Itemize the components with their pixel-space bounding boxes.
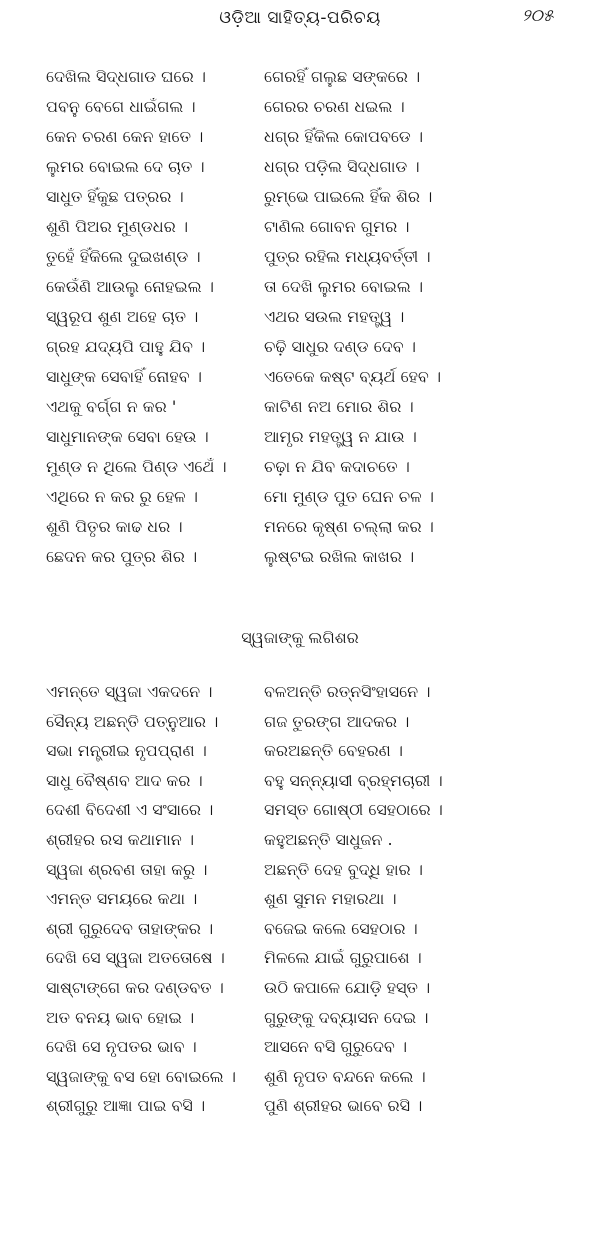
verse-second-half: ସମସ୍ତ ଗୋଷ୍ଠୀ ସେହଠାରେ ।	[264, 800, 443, 820]
verse-line	[46, 392, 576, 422]
verse-first-half: ତୁହେଁ ହିଁକିଲେ ଦୁଇଖଣ୍ଡ ।	[46, 247, 201, 266]
verse-first-half: ସାଧୁମାନଙ୍କ ସେବା ହେଉ ।	[46, 427, 209, 446]
verse-first-half: ସାଷ୍ଟାଙ୍ଗେ କର ଦଣ୍ଡବତ ।	[46, 977, 224, 997]
verse-line	[46, 482, 576, 512]
verse-line	[46, 1032, 576, 1062]
verse-first-half: ଶ୍ରୀଗୁରୁ ଆଜ୍ଞା ପାଇ ବସି ।	[46, 1096, 206, 1116]
verse-second-half: ଅଛନ୍ତି ଦେହ ବୁଦ୍ଧି ହାର ।	[264, 859, 423, 879]
verse-first-half: ସଭା ମନ୍ତ୍ରୀଇ ନୃପପ୍ରାଣ ।	[46, 741, 207, 761]
verse-first-half: ଏଥକୁ ବର୍ଗ୍ଗ ନ କର '	[46, 397, 177, 416]
verse-line	[46, 855, 576, 885]
verse-line	[46, 272, 576, 302]
verse-block-2	[46, 677, 576, 1121]
verse-first-half: ସାଧୁତ ହିଁକୁଛ ପତ୍ରର ।	[46, 187, 184, 206]
verse-first-half: ଏଥିରେ ନ କର ରୁ ହେଳ ।	[46, 487, 198, 506]
verse-first-half: ଛେଦନ କର ପୁତ୍ର ଶିର ।	[46, 547, 198, 566]
page-header-title: ଓଡ଼ିଆ ସାହିତ୍ୟ-ପରିଚୟ	[219, 8, 381, 28]
verse-second-half: ଗୁରୁଙ୍କୁ ଦବ୍ୟାସନ ଦେଇ ।	[264, 1007, 429, 1027]
verse-second-half: ରୁମ୍ଭେ ପାଇଲେ ହିଁକ ଶିର ।	[264, 187, 433, 206]
verse-first-half: ଗ୍ରହ ଯଦ୍ୟପି ପାହୁ ଯିବ ।	[46, 337, 206, 356]
verse-line	[46, 422, 576, 452]
verse-second-half: କହୁଅଛନ୍ତି ସାଧୁଜନ .	[264, 829, 393, 849]
verse-first-half: ଲୁମର ବୋଇଲ ଦେ ଚାତ ।	[46, 157, 205, 176]
verse-first-half: ଶୁଣି ପିଅର ମୁଣ୍ଡଧର ।	[46, 217, 189, 236]
verse-second-half: ମନରେ କୃଷ୍ଣ ଚଲ୍ଲା କର ।	[264, 517, 434, 536]
verse-line	[46, 766, 576, 796]
verse-second-half: ଚଢ଼ି ସାଧୁର ଦଣ୍ଡ ଦେବ ।	[264, 337, 416, 356]
verse-second-half: କରଅଛନ୍ତି ବେହରଣ ।	[264, 741, 404, 761]
verse-second-half: ଆସନେ ବସି ଗୁରୁଦେବ ।	[264, 1037, 408, 1057]
verse-second-half: ବଜେଇ କଲେ ସେହଠାର ।	[264, 918, 418, 938]
verse-second-half: ବଳଅନ୍ତି ରତ୍ନସିଂହାସନେ ।	[264, 682, 431, 701]
verse-line	[46, 452, 576, 482]
verse-second-half: ମୋ ମୁଣ୍ଡ ପୁତ ଘେନ ଚଳ ।	[264, 487, 434, 506]
verse-second-half: ଏଥର ସଉଲ ମହତ୍ତ୍ୱ ।	[264, 307, 405, 326]
verse-line	[46, 92, 576, 122]
verse-line	[46, 707, 576, 737]
verse-first-half: କେନ ଚରଣ କେନ ହାତେ ।	[46, 127, 204, 146]
verse-second-half: ଲୁଷ୍ଟଇ ରଖିଲ କାଖର ।	[264, 547, 415, 566]
verse-block-1	[46, 62, 576, 572]
verse-first-half: ଏମନ୍ତ ସମୟରେ କଥା ।	[46, 889, 198, 909]
verse-second-half: ଗଜ ତୁରଙ୍ଗ ଆଦକର ।	[264, 711, 410, 731]
verse-second-half: ଚଢ଼ା ନ ଯିବ କଦାଚତେ ।	[264, 457, 410, 476]
verse-first-half: ସ୍ୱଜାଙ୍କୁ ବସ ହୋ ବୋଇଲେ ।	[46, 1066, 236, 1086]
verse-first-half: ମୁଣ୍ଡ ନ ଥିଲେ ପିଣ୍ଡ ଏଥେଁ ।	[46, 457, 227, 476]
verse-first-half: ଦେଖି ସେ ନୃପତର ଭାବ ।	[46, 1037, 197, 1057]
verse-second-half: ମିଳଲେ ଯାଇଁ ଗୁରୁପାଶେ ।	[264, 948, 422, 968]
verse-line	[46, 1062, 576, 1092]
verse-line	[46, 362, 576, 392]
verse-second-half: ଧଗ୍ର ପଡ଼ିଲ ସିଦ୍ଧଗାଡ ।	[264, 157, 420, 176]
verse-first-half: ସାଧୁ ବୈଷ୍ଣବ ଆଦ କର ।	[46, 770, 203, 790]
verse-line	[46, 212, 576, 242]
verse-second-half: ଉଠି କପାଳେ ଯୋଡ଼ି ହସ୍ତ ।	[264, 977, 431, 997]
verse-line	[46, 825, 576, 855]
verse-first-half: ଶ୍ରୀ ଗୁରୁଦେବ ତାହାଙ୍କର ।	[46, 918, 214, 938]
verse-first-half: ଏମନ୍ତେ ସ୍ୱଜା ଏକଦନେ ।	[46, 682, 213, 701]
section-heading: ସ୍ୱଜାଙ୍କୁ ଲଗିଶର	[241, 628, 359, 647]
verse-first-half: ସୈନ୍ୟ ଅଛନ୍ତି ପତ୍ନୁଆର ।	[46, 711, 219, 731]
verse-line	[46, 677, 576, 707]
verse-line	[46, 973, 576, 1003]
verse-second-half: ଟାଣିଲ ଗୋବନ ଗୁମର ।	[264, 217, 410, 236]
verse-first-half: ପବନୁ ବେଗେ ଧାଇଁଗଲ ।	[46, 97, 196, 116]
verse-second-half: ଗେରର ଚରଣ ଧଇଲ ।	[264, 97, 405, 116]
verse-line	[46, 736, 576, 766]
verse-line	[46, 62, 576, 92]
verse-first-half: ଦେଶୀ ବିଦେଶୀ ଏ ସଂସାରେ ।	[46, 800, 214, 820]
verse-second-half: ତା ଦେଖି ଲୁମର ବୋଇଲ ।	[264, 277, 424, 296]
verse-first-half: ଶୁଣି ପିତୃର କାଢ ଧର ।	[46, 517, 183, 536]
page-number: ୨୦୫	[522, 6, 554, 26]
verse-first-half: ସ୍ୱଜା ଶ୍ରବଣ ତାହା କରୁ ।	[46, 859, 208, 879]
verse-line	[46, 914, 576, 944]
verse-line	[46, 332, 576, 362]
verse-line	[46, 302, 576, 332]
verse-second-half: ଧଗ୍ର ହିଁକିଲ କୋପବଡେ ।	[264, 127, 424, 146]
verse-second-half: ପୁତ୍ର ରହିଲ ମଧ୍ୟବର୍ତ୍ତୀ ।	[264, 247, 431, 266]
verse-line	[46, 1003, 576, 1033]
verse-second-half: ବହୁ ସନ୍ନ୍ୟାସୀ ବ୍ରହ୍ମଚାରୀ ।	[264, 770, 443, 790]
verse-second-half: ଶୁଣ ସୁମନ ମହାରଥା ।	[264, 889, 397, 909]
verse-line	[46, 152, 576, 182]
verse-first-half: ସାଧୁଙ୍କ ସେବାହିଁ ନୋହବ ।	[46, 367, 202, 386]
verse-line	[46, 542, 576, 572]
verse-line	[46, 182, 576, 212]
verse-first-half: ଅତ ବନୟ ଭାବ ହୋଇ ।	[46, 1007, 195, 1027]
verse-second-half: କାଟିଣ ନଅ ମୋର ଶିର ।	[264, 397, 414, 416]
verse-first-half: ସ୍ୱରୂପ ଶୁଣ ଅହେ ଚାତ ।	[46, 307, 199, 326]
verse-first-half: ଦେଖିଲ ସିଦ୍ଧଗାଡ ଘରେ ।	[46, 67, 206, 86]
verse-second-half: ପୁଣି ଶ୍ରୀହର ଭାବେ ରସି ।	[264, 1096, 423, 1116]
verse-line	[46, 884, 576, 914]
verse-second-half: ଗେରହିଁ ଗଲୁଛ ସଙ୍କରେ ।	[264, 67, 421, 86]
verse-second-half: ଶୁଣି ନୃପତ ବନ୍ଦନେ କଲେ ।	[264, 1066, 426, 1086]
verse-first-half: ଦେଖି ସେ ସ୍ୱଜା ଅତତୋଷେ ।	[46, 948, 225, 968]
verse-second-half: ଏତେକେ କଷ୍ଟ ବ୍ୟର୍ଥ ହେବ ।	[264, 367, 442, 386]
verse-first-half: କେଉଁଣି ଆଉଲୁ ନୋହଇଲ ।	[46, 277, 214, 296]
verse-line	[46, 242, 576, 272]
verse-line	[46, 795, 576, 825]
verse-line	[46, 512, 576, 542]
verse-line	[46, 943, 576, 973]
verse-first-half: ଶ୍ରୀହର ରସ କଥାମାନ ।	[46, 829, 195, 849]
verse-line	[46, 122, 576, 152]
verse-line	[46, 1091, 576, 1121]
verse-second-half: ଆମୃର ମହତ୍ତ୍ୱ ନ ଯାଉ ।	[264, 427, 417, 446]
